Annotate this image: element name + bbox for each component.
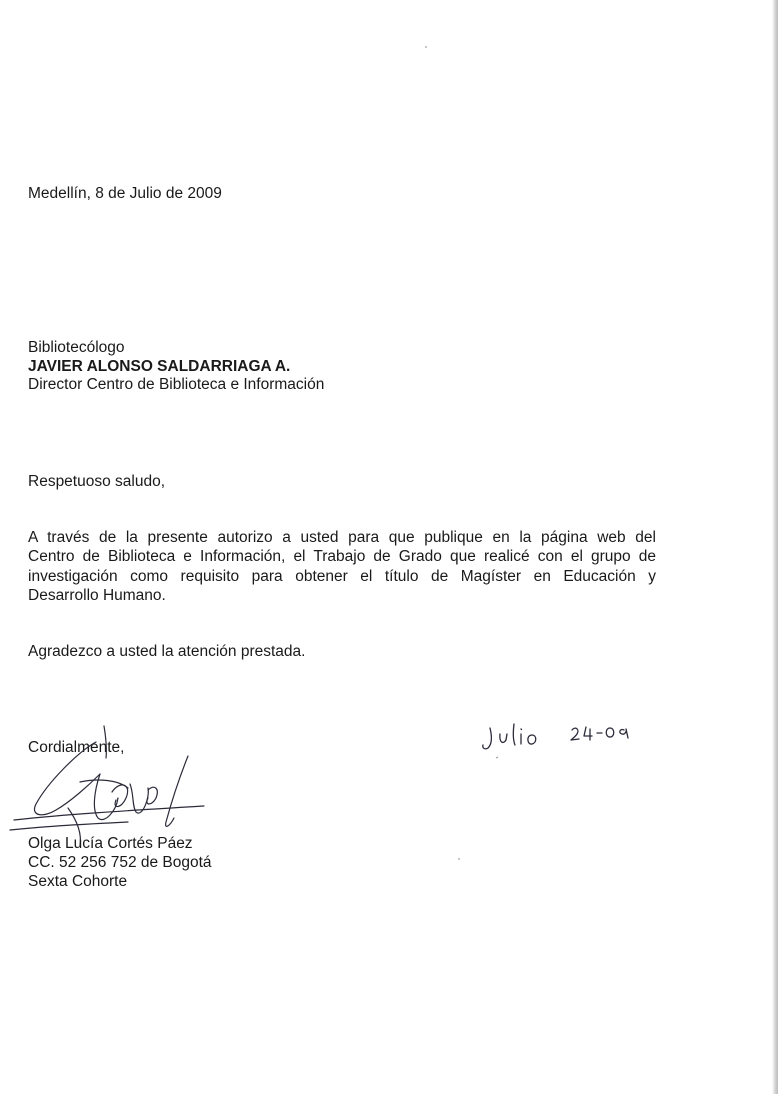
handwritten-date-note [478,718,653,763]
body-line: Desarrollo Humano. [28,586,166,604]
sender-id: CC. 52 256 752 de Bogotá [28,854,212,871]
body-line: A través de la presente autorizo a usted para que publique en la página web del [28,529,656,546]
recipient-title: Bibliotecólogo [28,339,125,356]
date-line: Medellín, 8 de Julio de 2009 [28,185,222,202]
body-line: Centro de Biblioteca e Información, el Trabajo de Grado que realicé con el grupo de [28,548,656,566]
scan-edge-shadow [772,0,778,1094]
sender-cohort: Sexta Cohorte [28,873,128,890]
sender-name: Olga Lucía Cortés Páez [28,835,193,852]
scan-speck [458,858,460,860]
signature [8,722,208,850]
closing-line: Cordialmente, [28,739,125,756]
thanks-line: Agradezco a usted la atención prestada. [28,643,306,660]
recipient-name: JAVIER ALONSO SALDARRIAGA A. [28,358,291,375]
recipient-position: Director Centro de Biblioteca e Información [28,376,325,393]
greeting: Respetuoso saludo, [28,473,166,490]
scan-speck [425,46,427,48]
body-line: investigación como requisito para obtener el título de Magíster en Educación y [28,567,656,585]
body-paragraph [28,528,656,605]
